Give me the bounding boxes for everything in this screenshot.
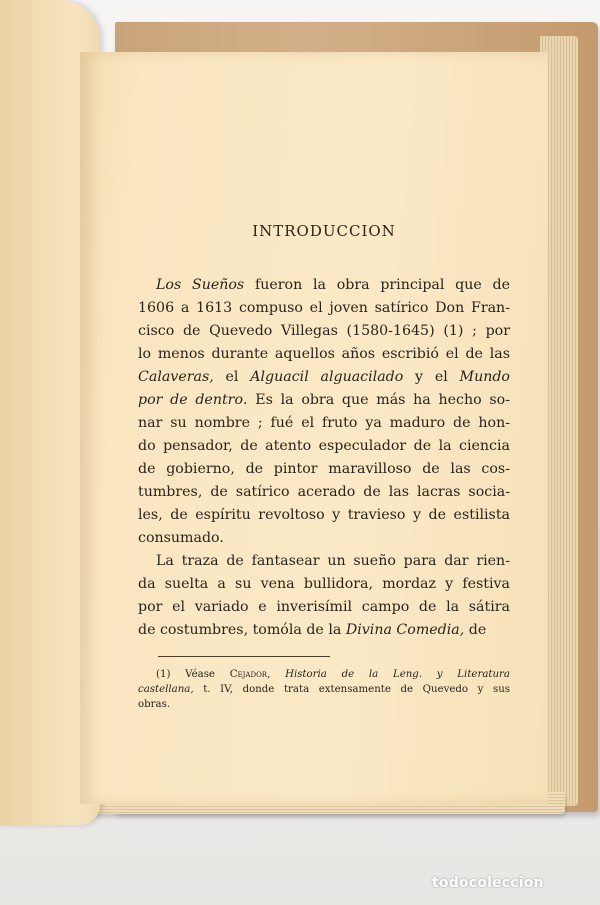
text-run: fueron la obra principal que de <box>244 277 511 293</box>
watermark-logo: todocoleccion <box>432 875 544 891</box>
text-run: La traza de fantasear un sueño para dar rien- <box>156 553 510 569</box>
text-run: de <box>464 622 487 638</box>
text-line <box>138 320 510 343</box>
chapter-title: INTRODUCCION <box>252 222 396 240</box>
text-run: de costumbres, tomóla de la <box>138 622 346 638</box>
text-line <box>138 435 510 458</box>
text-run: de gobierno, de pintor maravilloso de las cos- <box>138 461 510 477</box>
footnote-line <box>138 667 510 682</box>
text-run: . Es la obra que más ha hecho so- <box>242 392 510 408</box>
text-run: Calaveras, <box>138 369 214 385</box>
text-line <box>138 481 510 504</box>
text-run: cisco de Quevedo Villegas (1580-1645) (1) ; por <box>138 323 510 339</box>
text-run: Cejador <box>229 669 268 680</box>
text-line <box>138 366 510 389</box>
text-line <box>138 596 510 619</box>
text-run: Historia de la Leng. y Literatura <box>285 669 510 680</box>
text-line <box>138 527 510 550</box>
text-run: t. IV, donde trata extensamente de Quevedo y sus <box>193 684 510 695</box>
text-line <box>138 550 510 573</box>
text-line <box>138 412 510 435</box>
footnote-rule <box>158 656 330 657</box>
paragraph-1 <box>138 274 510 550</box>
text-run: el <box>213 369 251 385</box>
text-run: y el <box>403 369 460 385</box>
text-run: (1) Véase <box>156 669 230 680</box>
body-text <box>138 274 510 642</box>
footnote-line <box>138 682 510 697</box>
text-line <box>138 619 510 642</box>
text-run: consumado. <box>138 530 224 546</box>
text-run: por de dentro <box>138 392 243 408</box>
text-run: , <box>267 669 286 680</box>
text-run: lo menos durante aquellos años escribió el de las <box>138 346 510 362</box>
text-run: da suelta a su vena bullidora, mordaz y festiva <box>138 576 510 592</box>
text-run: 1606 a 1613 compuso el joven satírico Don Fran- <box>138 300 510 316</box>
footnote <box>138 667 510 712</box>
text-run: Divina Comedia, <box>345 622 465 638</box>
book-page <box>80 52 548 804</box>
text-run: castellana, <box>138 684 194 695</box>
text-run: por el variado e inverisímil campo de la sátira <box>138 599 510 615</box>
text-run: obras. <box>138 699 171 710</box>
text-run: Mundo <box>459 369 510 385</box>
text-line <box>138 389 510 412</box>
text-line <box>138 504 510 527</box>
text-line <box>138 343 510 366</box>
text-run: tumbres, de satírico acerado de las lacras socia- <box>138 484 510 500</box>
page-content <box>138 222 510 712</box>
text-run: Los Sueños <box>156 277 245 293</box>
text-line <box>138 573 510 596</box>
footnote-line <box>138 697 510 712</box>
paragraph-2 <box>138 550 510 642</box>
text-line <box>138 274 510 297</box>
text-line <box>138 458 510 481</box>
text-run: Alguacil alguacilado <box>250 369 404 385</box>
text-run: les, de espíritu revoltoso y travieso y de estilista <box>138 507 510 523</box>
text-line <box>138 297 510 320</box>
text-run: do pensador, de atento especulador de la ciencia <box>138 438 510 454</box>
text-run: nar su nombre ; fué el fruto ya maduro de hon- <box>138 415 510 431</box>
